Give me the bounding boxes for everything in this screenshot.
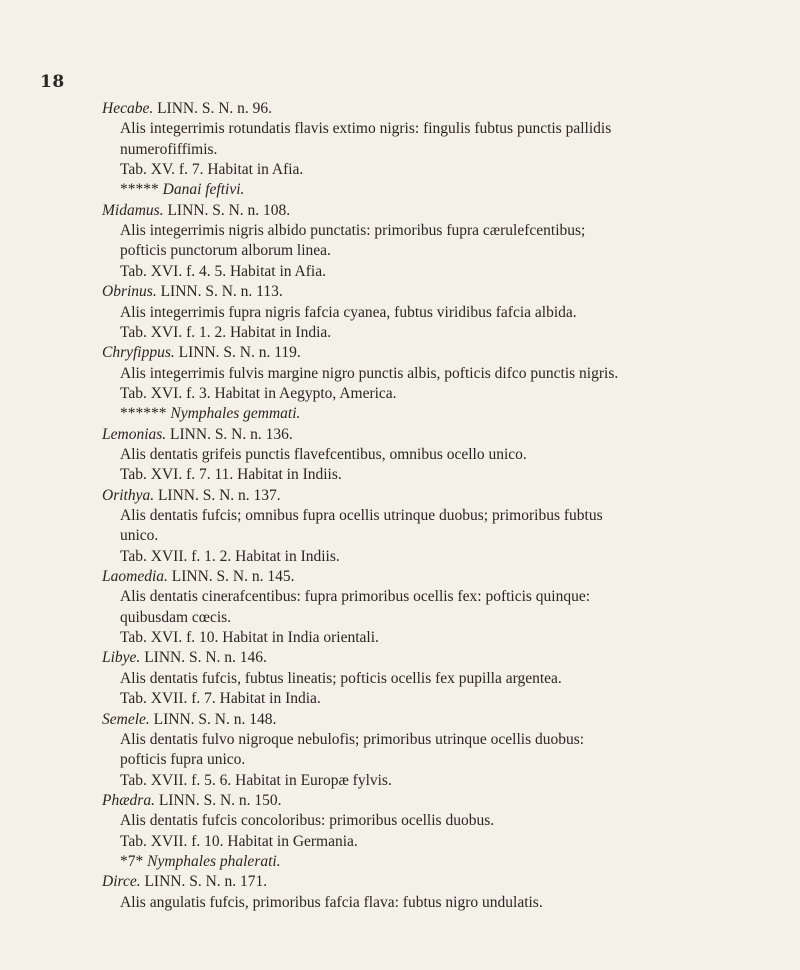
species-name: Semele.	[102, 710, 154, 728]
entry-text-line	[120, 853, 281, 871]
species-entry-heading	[102, 792, 282, 810]
entry-text-line: Alis dentatis fufcis, fubtus lineatis; pofticis ocellis fex pupilla argentea.	[120, 669, 562, 687]
species-name: Midamus.	[102, 201, 168, 219]
species-name: Orithya.	[102, 486, 158, 504]
entry-text-line: numerofiffimis.	[120, 140, 218, 158]
reference: LINN. S. N. n. 137.	[157, 486, 281, 504]
species-name: Hecabe.	[102, 100, 158, 117]
species-name: Libye.	[102, 649, 145, 667]
entry-text-line	[120, 181, 244, 199]
entry-text-line: Tab. XVI. f. 7. 11. Habitat in Indiis.	[120, 466, 342, 484]
group-marker: ******	[120, 405, 171, 423]
species-entry-heading	[102, 100, 272, 118]
entry-text-line: Tab. XV. f. 7. Habitat in Afia.	[120, 161, 304, 179]
group-title: Nymphales phalerati.	[147, 852, 281, 870]
species-entry-heading	[102, 344, 301, 362]
reference: LINN. S. N. n. 150.	[158, 791, 282, 809]
species-name: Dirce.	[102, 873, 145, 891]
species-entry-heading	[102, 649, 267, 667]
species-name: Chryfippus.	[102, 344, 179, 362]
entry-text-line: Alis dentatis fufcis; omnibus fupra ocellis utrinque duobus; primoribus fubtus	[120, 507, 603, 524]
entry-text-line: Alis dentatis cinerafcentibus: fupra primoribus ocellis fex: pofticis quinque:	[120, 588, 591, 606]
group-title: Nymphales gemmati.	[170, 405, 301, 423]
species-name: Lemonias.	[102, 425, 171, 443]
reference: LINN. S. N. n. 119.	[178, 344, 301, 362]
species-entry-heading	[102, 283, 283, 301]
entry-text-line: Alis integerrimis rotundatis flavis extimo nigris: fingulis fubtus punctis pallidis	[120, 120, 612, 138]
entry-text-line: Tab. XVII. f. 5. 6. Habitat in Europæ fylvis.	[120, 771, 392, 789]
group-marker: *****	[120, 181, 163, 199]
entry-text-line: Alis integerrimis nigris albido punctatis: primoribus fupra cærulefcentibus;	[120, 222, 586, 240]
entry-text-line: unico.	[120, 527, 159, 545]
species-entry-heading	[102, 711, 276, 729]
reference: LINN. S. N. n. 96.	[157, 100, 273, 117]
entry-text-line: Tab. XVII. f. 10. Habitat in Germania.	[120, 832, 358, 850]
entry-text-line: quibusdam cœcis.	[120, 608, 232, 626]
entry-text-line: Tab. XVI. f. 10. Habitat in India orientali.	[120, 629, 379, 647]
entry-text-line: Tab. XVI. f. 1. 2. Habitat in India.	[120, 323, 332, 341]
entry-text-line: Tab. XVI. f. 4. 5. Habitat in Afia.	[120, 262, 326, 280]
entry-text-line: Alis dentatis grifeis punctis flavefcentibus, omnibus ocello unico.	[120, 445, 527, 463]
species-entry-heading	[102, 568, 294, 586]
reference: LINN. S. N. n. 145.	[171, 568, 295, 586]
entry-text-line: Alis dentatis fulvo nigroque nebulofis; primoribus utrinque ocellis duobus:	[120, 730, 585, 748]
entry-text-line: Alis integerrimis fupra nigris fafcia cyanea, fubtus viridibus fafcia albida.	[120, 303, 577, 321]
reference: LINN. S. N. n. 171.	[144, 873, 268, 891]
species-name: Phædra.	[102, 791, 159, 809]
reference: LINN. S. N. n. 148.	[153, 710, 277, 728]
reference: LINN. S. N. n. 108.	[167, 201, 291, 219]
group-title: Danai feftivi.	[162, 181, 245, 199]
species-name: Laomedia.	[102, 568, 172, 586]
entry-text-line: Alis integerrimis fulvis margine nigro punctis albis, pofticis difco punctis nigris.	[120, 364, 619, 382]
entry-text-line: Alis dentatis fufcis concoloribus: primoribus ocellis duobus.	[120, 812, 495, 830]
reference: LINN. S. N. n. 136.	[170, 425, 293, 443]
species-entry-heading	[102, 873, 267, 891]
entry-text-line	[120, 405, 300, 423]
species-entry-heading	[102, 202, 290, 220]
reference: LINN. S. N. n. 113.	[160, 283, 283, 301]
species-entry-heading	[102, 426, 293, 444]
entry-text-line: Alis angulatis fufcis, primoribus fafcia flava: fubtus nigro undulatis.	[120, 893, 543, 911]
group-marker: *7*	[120, 852, 148, 870]
entry-text-line: pofticis fupra unico.	[120, 751, 246, 769]
reference: LINN. S. N. n. 146.	[144, 649, 267, 667]
entry-text-line: Tab. XVII. f. 1. 2. Habitat in Indiis.	[120, 547, 340, 565]
entry-text-line: Tab. XVI. f. 3. Habitat in Aegypto, America.	[120, 384, 397, 402]
species-name: Obrinus.	[102, 283, 161, 301]
page-number: 18	[40, 72, 65, 92]
species-entry-heading	[102, 487, 281, 505]
entry-text-line: Tab. XVII. f. 7. Habitat in India.	[120, 690, 321, 708]
entry-text-line: pofticis punctorum alborum linea.	[120, 242, 331, 260]
